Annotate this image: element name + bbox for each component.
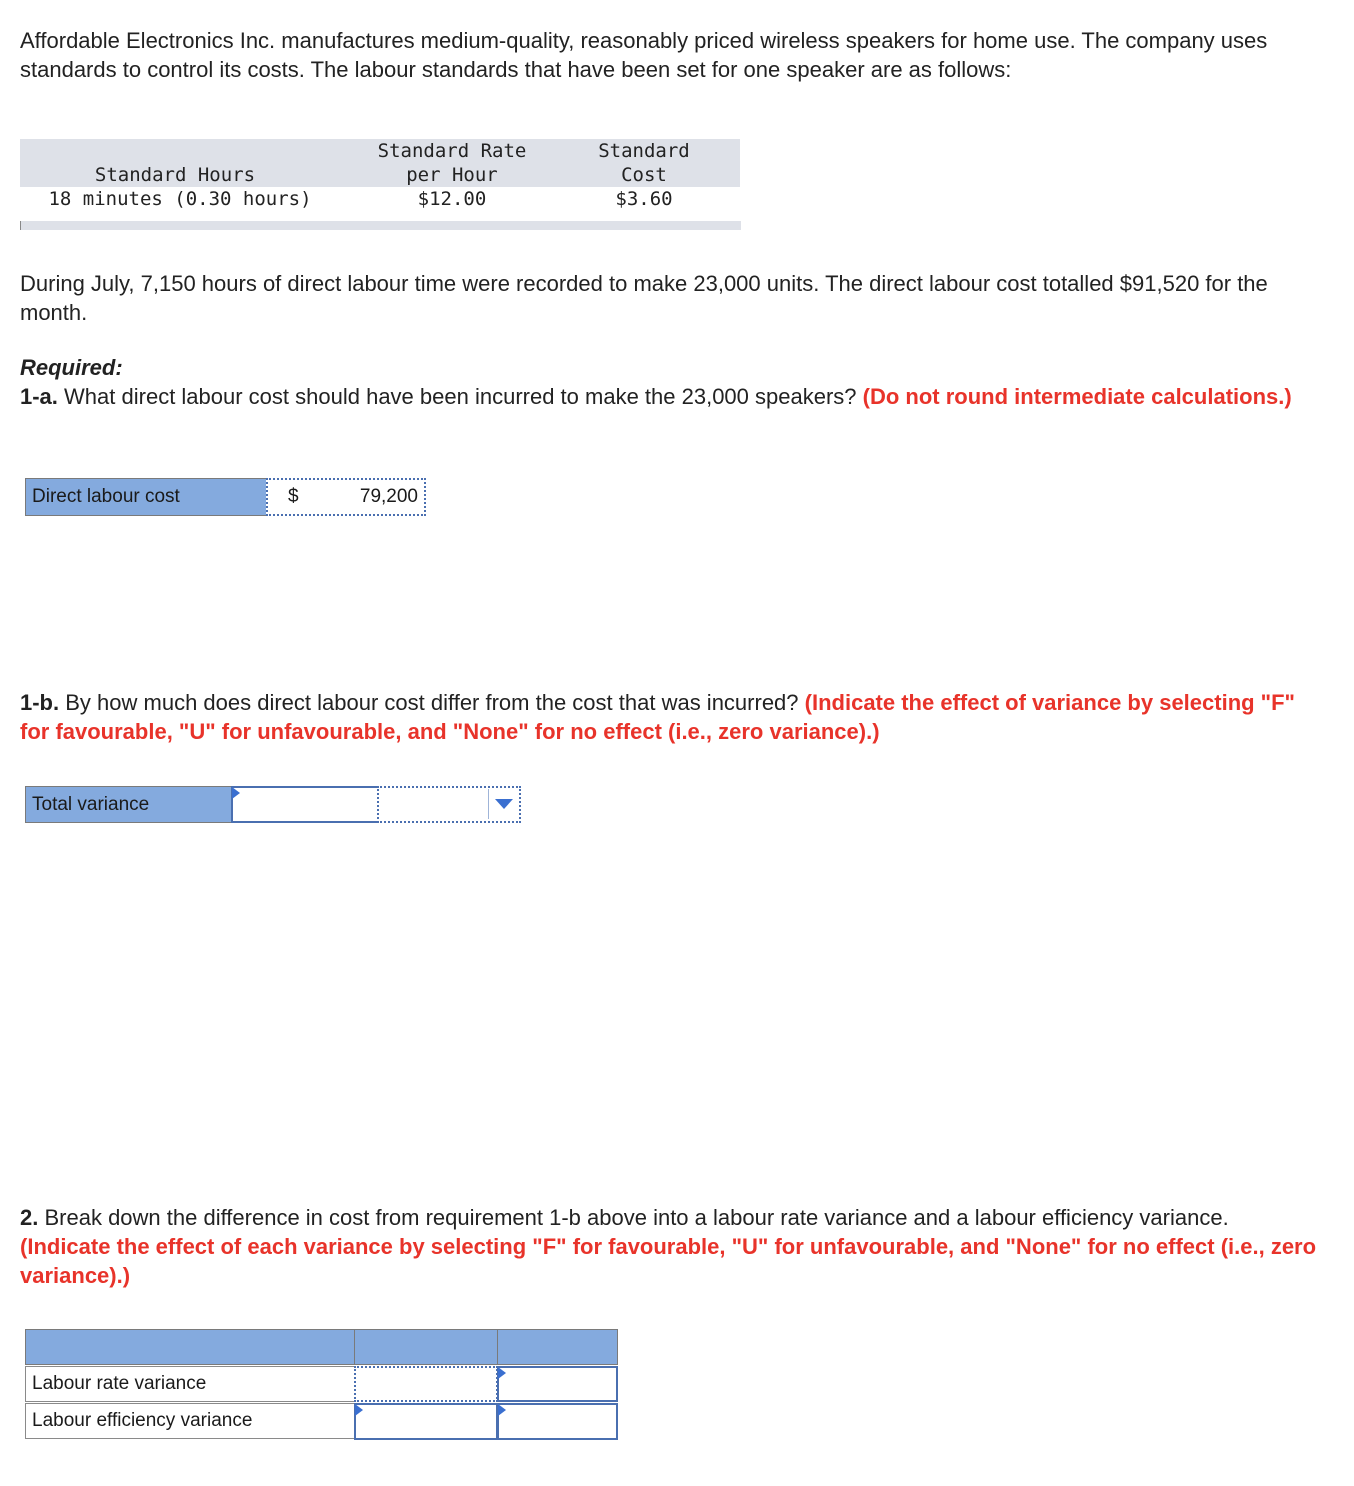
intro-paragraph: Affordable Electronics Inc. manufactures medium-quality, reasonably priced wireless speakers for home use. The company uses standards to control its costs. The labour standards that have been set for one speaker are as follows: [20,28,1268,82]
question-2-text: Break down the difference in cost from requirement 1-b above into a labour rate variance and a labour efficiency variance. [44,1205,1229,1230]
question-2 [20,1203,1320,1290]
labour-efficiency-variance-amount-input[interactable] [354,1403,498,1440]
july-paragraph: During July, 7,150 hours of direct labour time were recorded to make 23,000 units. The direct labour cost totalled $91,520 for the month. [20,271,1268,325]
labour-efficiency-variance-effect-select[interactable] [497,1403,618,1440]
required-heading: Required: [20,355,123,380]
input-marker-icon [498,1404,506,1416]
question-1a-note: (Do not round intermediate calculations.) [862,384,1292,409]
input-marker-icon [232,787,240,799]
question-1b-number: 1-b. [20,690,60,715]
currency-symbol: $ [288,486,299,507]
total-variance-label: Total variance [25,786,232,823]
variance-table-header-cell [497,1329,618,1365]
variance-table [25,1329,618,1440]
question-2-number: 2. [20,1205,39,1230]
value-standard-rate: $12.00 [417,188,487,210]
labour-rate-variance-effect-select[interactable] [497,1366,618,1402]
dropdown-divider [488,789,489,819]
question-1a-number: 1-a. [20,384,58,409]
variance-table-header-cell [25,1329,355,1365]
header-standard-cost-line1: Standard [598,140,690,162]
question-1a-text: What direct labour cost should have been incurred to make the 23,000 speakers? [64,384,857,409]
header-standard-rate-line1: Standard Rate [377,140,527,162]
question-1b-text: By how much does direct labour cost differ from the cost that was incurred? [65,690,799,715]
question-1b [20,688,1320,746]
direct-labour-cost-value: 79,200 [359,486,418,507]
input-marker-icon [355,1404,363,1416]
value-standard-cost: $3.60 [615,188,673,210]
labour-rate-variance-amount-input[interactable] [354,1366,498,1402]
question-1b-note: (Indicate the effect of variance by selecting "F" for favourable, "U" for unfavourable, and "None" for no effect (i.e., zero variance).) [20,690,1295,744]
labour-rate-variance-label: Labour rate variance [25,1366,355,1402]
header-standard-cost-line2: Cost [621,164,667,186]
variance-table-header-cell [354,1329,498,1365]
chevron-down-icon[interactable] [495,799,513,809]
direct-labour-cost-label: Direct labour cost [25,478,268,516]
question-2-note: (Indicate the effect of each variance by selecting "F" for favourable, "U" for unfavourable, and "None" for no effect (i.e., zero variance).) [20,1234,1317,1288]
labour-efficiency-variance-label: Labour efficiency variance [25,1403,355,1439]
total-variance-effect-select[interactable] [377,786,521,823]
total-variance-amount-input[interactable] [231,786,379,823]
value-standard-hours: 18 minutes (0.30 hours) [48,188,312,210]
question-1a [20,382,1320,411]
input-marker-icon [498,1367,506,1379]
standards-footer-band [20,221,741,230]
header-standard-hours: Standard Hours [94,164,256,186]
header-standard-rate-line2: per Hour [406,164,498,186]
direct-labour-cost-input[interactable] [266,478,426,516]
